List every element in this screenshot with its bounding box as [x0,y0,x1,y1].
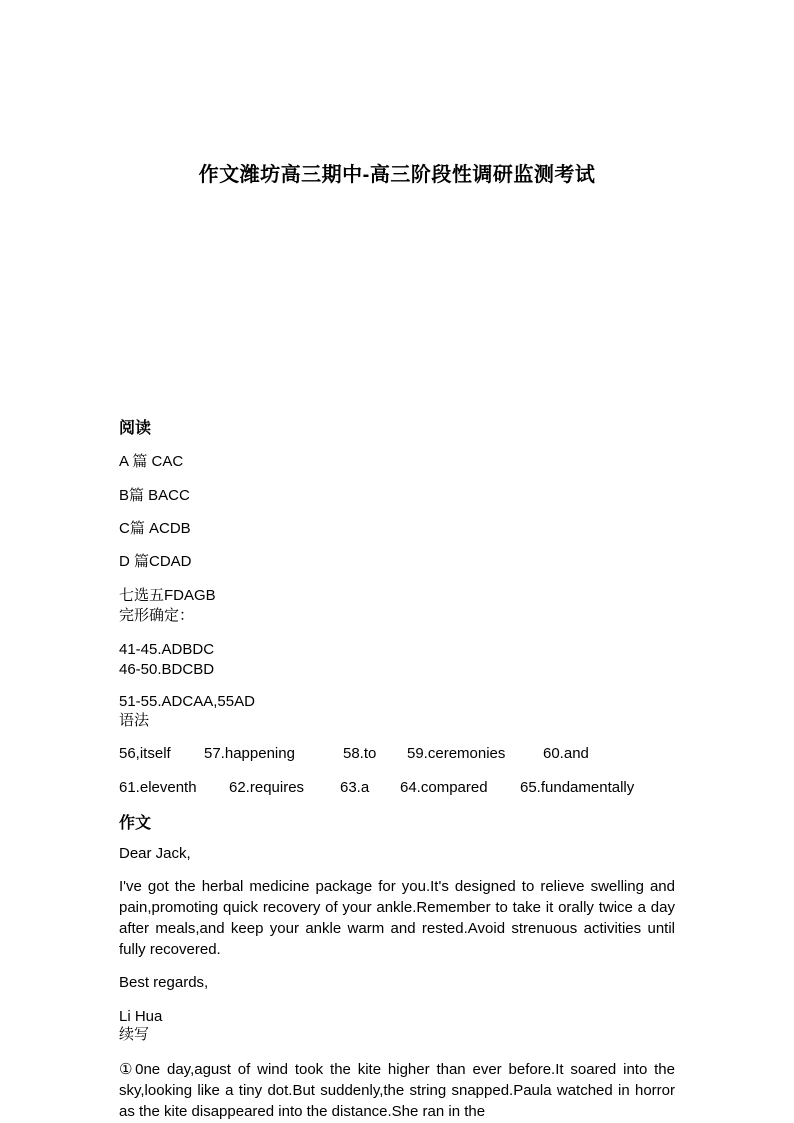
grammar-answer: 61.eleventh [119,779,197,796]
grammar-answer: 63.a [340,779,370,796]
continuation-heading: 续写 [119,1026,150,1043]
seven-choose-five-answer: 七选五FDAGB [119,587,216,604]
document-title: 作文潍坊高三期中-高三阶段性调研监测考试 [198,164,596,186]
grammar-answer: 62.requires [229,779,305,796]
reading-answer-c: C篇 ACDB [119,520,191,537]
reading-answer-b: B篇 BACC [119,487,190,504]
writing-heading: 作文 [119,815,152,832]
cloze-answer-3: 51-55.ADCAA,55AD [119,693,255,710]
reading-heading: 阅读 [119,420,152,437]
grammar-answer: 65.fundamentally [520,779,635,796]
cloze-heading: 完形确定： [119,607,195,624]
letter-greeting: Dear Jack, [119,845,191,862]
letter-signature: Li Hua [119,1008,163,1025]
grammar-heading: 语法 [119,712,150,729]
letter-closing: Best regards, [119,974,209,991]
grammar-answer: 60.and [543,745,589,762]
letter-body: I've got the herbal medicine package for you.It's designed to relieve swelling and pain,promoting quick recovery of your ankle.Remember to take it orally twice a day after meals,and keep your ankle warm and rested.Avoid strenuous activities until fully recovered. [119,878,675,958]
grammar-answer: 64.compared [400,779,488,796]
reading-answer-d: D 篇CDAD [119,553,192,570]
cloze-answer-1: 41-45.ADBDC [119,641,215,658]
cloze-answer-2: 46-50.BDCBD [119,661,215,678]
continuation-body: ①0ne day,agust of wind took the kite higher than ever before.It soared into the sky,looking like a tiny dot.But suddenly,the string snapped.Paula watched in horror as the kite disappeared into the distance.She ran in the [119,1061,675,1120]
reading-answer-a: A 篇 CAC [119,453,184,470]
grammar-answer: 59.ceremonies [407,745,506,762]
grammar-answer: 56,itself [119,745,171,762]
grammar-answer: 57.happening [204,745,295,762]
grammar-answer: 58.to [343,745,377,762]
